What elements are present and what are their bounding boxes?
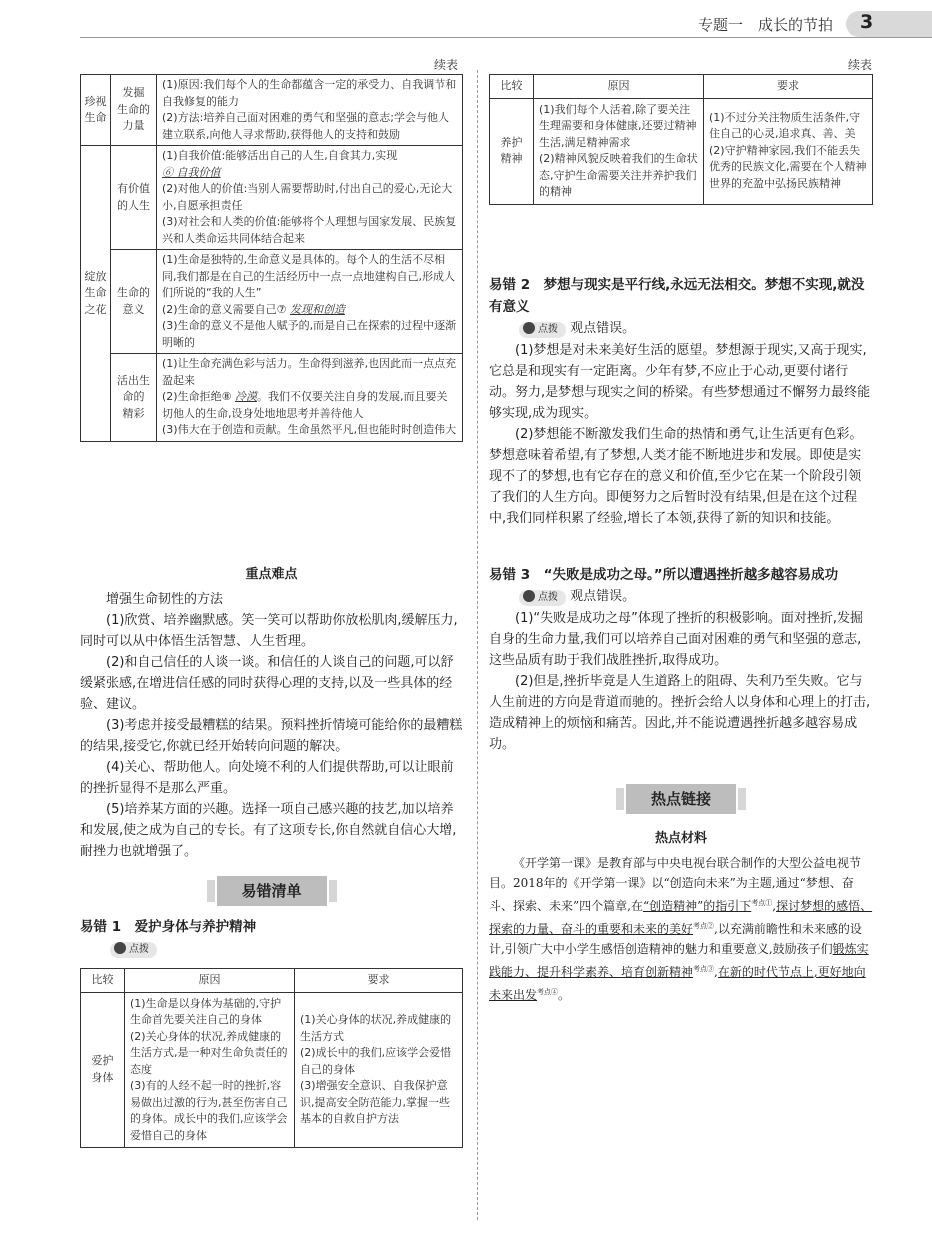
content-cell: (1)让生命充满色彩与活力。生命得到滋养,也因此而一点点充盈起来 (2)生命拒绝⑧ 冷漠。我们不仅要关注自身的发展,而且要关切他人的生命,设身处地地思考并善待他人 (3)伟大在于创造和贡献。生命虽然平凡,但也能时时创造伟大: [157, 354, 463, 442]
header-title: 专题一 成长的节拍: [698, 16, 834, 34]
answer-fill: 发现和创造: [289, 302, 345, 316]
answer-fill: ⑥ 自我价值: [162, 165, 221, 179]
continued-table-label: 续表: [848, 58, 873, 72]
table-row: [81, 250, 463, 354]
hot-material-text: 《开学第一课》是教育部与中央电视台联合制作的大型公益电视节目。2018年的《开学第一课》以“创造向未来”为主题,通过“梦想、奋斗、探索、未来”四个篇章,在“创造精神”的指引下$^{考点①}$,探讨梦想的感悟、探索的力量、奋斗的重要和未来的美好$^{考点②}$,以充满前瞻性和未来感的设计,引领广大中小学生感悟创造精神的魅力和重要意义,鼓励孩子们锻炼实践能力、提升科学素养、培育创新精神$^{考点③}$,在新的时代节点上,更好地向未来出发$^{考点④}$。: [489, 856, 873, 1002]
table-header-row: 比较 原因 要求: [81, 969, 463, 993]
table-row: [81, 75, 463, 146]
content-cell: (1)自我价值:能够活出自己的人生,自食其力,实现 ⑥ 自我价值 (2)对他人的价值:当别人需要帮助时,付出自己的爱心,无论大小,自愿承担责任 (3)对社会和人类的价值:能够将个人理想与国家发展、民族复兴和人类命运共同体结合起来: [157, 146, 463, 250]
tip-badge: 点拨: [519, 590, 566, 606]
tip-icon: [523, 322, 535, 334]
header-rule: [80, 37, 932, 38]
section-title: 重点难点: [245, 567, 298, 582]
table-row: 养护 精神 (1)我们每个人活着,除了要关注生理需要和身体健康,还要过精神生活,满足精神需求 (2)精神风貌反映着我们的生命状态,守护生命需要关注并养护我们的精神 (1)不过分关注物质生活条件,守住自己的心灵,追求真、善、美 (2)守护精神家园,我们不能丢失优秀的民族文化,需要在个人精神世界的充盈中弘扬民族精神: [490, 98, 873, 204]
life-table: [80, 74, 463, 442]
error-3: 易错 3 “失败是成功之母。”所以遭遇挫折越多越容易成功 点拨 观点错误。 (1)“失败是成功之母”体现了挫折的积极影响。面对挫折,发掘自身的生命力量,我们可以培养自己面对困难的勇气和坚强的意志,这些品质有助于我们战胜挫折,取得成功。 (2)但是,挫折毕竟是人生道路上的阻碍、失利乃至失败。它与人生前进的方向是背道而驰的。挫折会给人以身体和心理上的打击,造成精神上的烦恼和痛苦。因此,并不能说遭遇挫折越多越容易成功。: [489, 567, 871, 752]
tip-icon: [523, 590, 535, 602]
table-row: [81, 354, 463, 442]
table-row: [81, 146, 463, 250]
tip-badge: 点拨: [110, 942, 157, 958]
table-row: 爱护 身体 (1)生命是以身体为基础的,守护生命首先要关注自己的身体 (2)关心身体的状况,养成健康的生活方式,是一种对生命负责任的态度 (3)有的人经不起一时的挫折,容易做出过激的行为,甚至伤害自己的身体。成长中的我们,应该学会爱惜自己的身体 (1)关心身体的状况,养成健康的生活方式 (2)成长中的我们,应该学会爱惜自己的身体 (3)增强安全意识、自我保护意识,提高安全防范能力,掌握一些基本的自救自护方法: [81, 992, 463, 1148]
subcategory-cell: 发掘 生命的 力量: [111, 75, 157, 146]
body-table: [80, 968, 463, 1148]
content-cell: (1)生命是独特的,生命意义是具体的。每个人的生活不尽相同,我们都是在自己的生活经历中一点一点地建构自己,形成人们所说的“我的人生” (2)生命的意义需要自己⑦ 发现和创造 (3)生命的意义不是他人赋予的,而是自己在探索的过程中逐渐明晰的: [157, 250, 463, 354]
error-2: 易错 2 梦想与现实是平行线,永远无法相交。梦想不实现,就没有意义 点拨 观点错误。 (1)梦想是对未来美好生活的愿望。梦想源于现实,又高于现实,它总是和现实有一定距离。少年有梦,不应止于心动,更要付诸行动。努力,是梦想与现实之间的桥梁。有些梦想通过不懈努力最终能够实现,成为现实。 (2)梦想能不断激发我们生命的热情和勇气,让生活更有色彩。梦想意味着希望,有了梦想,人类才能不断地进步和发展。即使是实现不了的梦想,也有它存在的意义和价值,至少它在某一个阶段引领了我们的人生方向。即便努力之后暂时没有结果,但是在这个过程中,我们同样积累了经验,增长了本领,获得了新的知识和技能。: [489, 277, 871, 526]
verdict: 观点错误。: [570, 321, 636, 336]
content-cell: (1)原因:我们每个人的生命都蕴含一定的承受力、自我调节和自我修复的能力 (2)方法:培养自己面对困难的勇气和坚强的意志;学会与他人建立联系,向他人寻求帮助,获得他人的支持和鼓励: [157, 75, 463, 146]
error-label: 易错 3: [489, 567, 531, 583]
tip-icon: [114, 942, 126, 954]
verdict: 观点错误。: [570, 589, 636, 604]
page-number: 3: [860, 11, 874, 33]
page-header: [0, 0, 932, 48]
key-points-section: 重点难点 增强生命韧性的方法 (1)欣赏、培养幽默感。笑一笑可以帮助你放松肌肉,缓解压力,同时可以从中体悟生活智慧、人生哲理。 (2)和自己信任的人谈一谈。和信任的人谈自己的问题,可以舒缓紧张感,在增进信任感的同时获得心理的支持,以及一些具体的经验、建议。 (3)考虑并接受最糟糕的结果。预料挫折情境可能给你的最糟糕的结果,接受它,你就已经开始转向问题的解决。 (4)关心、帮助他人。向处境不利的人们提供帮助,可以让眼前的挫折显得不是那么严重。 (5)培养某方面的兴趣。选择一项自己感兴趣的技艺,加以培养和发展,使之成为自己的专长。有了这项专长,你自然就自信心大增,耐挫力也就增强了。: [80, 560, 463, 862]
spirit-table: [489, 74, 873, 205]
hot-material-section: [489, 824, 873, 1005]
category-cell: 绽放 生命 之花: [81, 146, 111, 442]
error-label: 易错 1: [80, 919, 122, 935]
section-banner: 易错清单: [217, 876, 327, 906]
table-header-row: 比较 原因 要求: [490, 75, 873, 99]
section-title: 热点材料: [654, 831, 707, 846]
subcategory-cell: 有价值 的人生: [111, 146, 157, 250]
continued-table-label: 续表: [434, 58, 459, 72]
subcategory-cell: 生命的 意义: [111, 250, 157, 354]
error-label: 易错 2: [489, 277, 531, 293]
column-divider: [477, 70, 478, 1220]
category-cell: 珍视 生命: [81, 75, 111, 146]
error-1: 易错 1 爱护身体与养护精神 点拨: [80, 916, 463, 960]
subcategory-cell: 活出生 命的 精彩: [111, 354, 157, 442]
section-banner: 热点链接: [626, 784, 736, 814]
page-number-tab: [846, 11, 932, 37]
section-subtitle: 增强生命韧性的方法: [106, 592, 224, 607]
answer-fill: 冷漠: [234, 390, 257, 403]
tip-badge: 点拨: [519, 322, 566, 338]
